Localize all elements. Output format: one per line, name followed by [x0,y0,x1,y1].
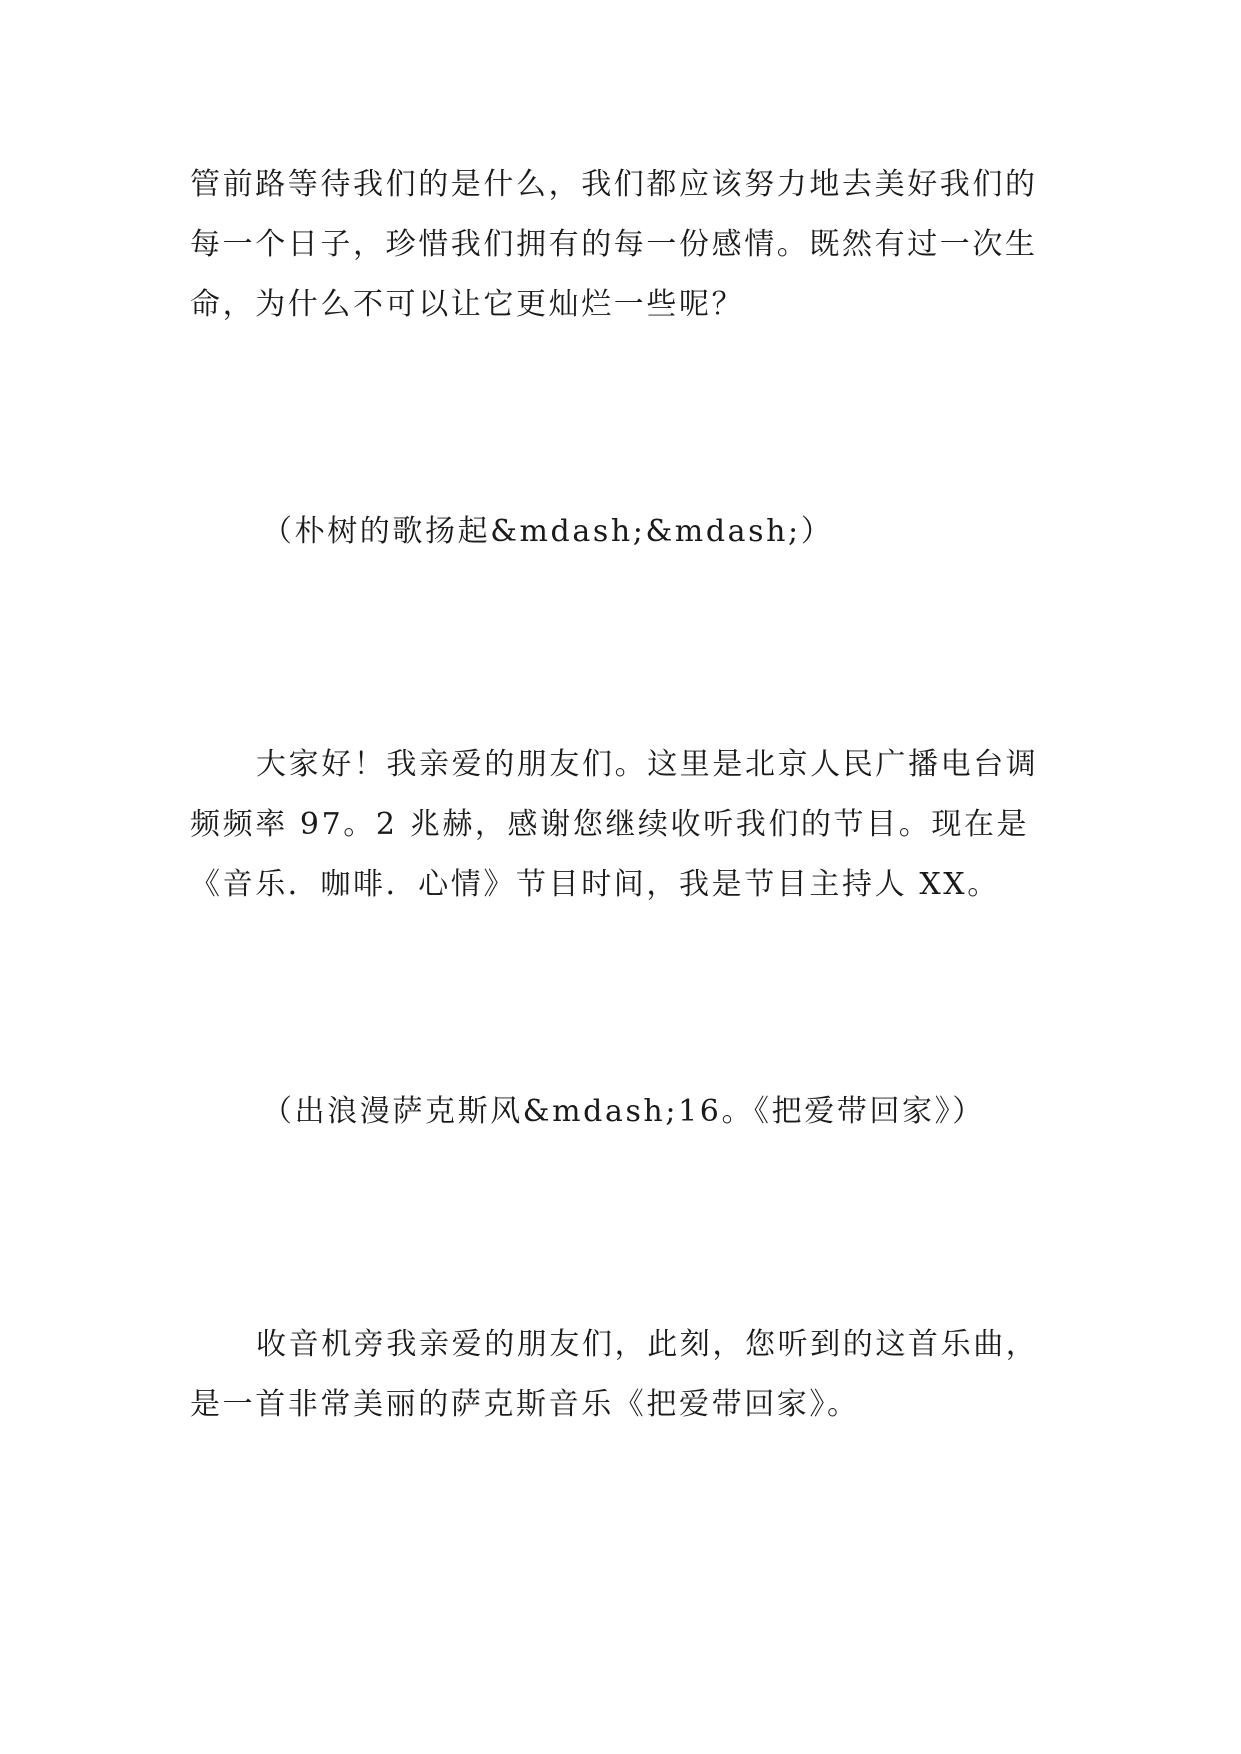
paragraph-1-line-2: 每一个日子，珍惜我们拥有的每一份感情。既然有过一次生 [190,227,1038,262]
stage-direction-2: （出浪漫萨克斯风&mdash;16。《把爱带回家》） [262,1094,985,1129]
paragraph-2-line-1: 大家好！我亲爱的朋友们。这里是北京人民广播电台调 [256,747,1039,782]
paragraph-3-line-1: 收音机旁我亲爱的朋友们，此刻，您听到的这首乐曲， [256,1327,1039,1362]
paragraph-1-line-1: 管前路等待我们的是什么，我们都应该努力地去美好我们的 [190,167,1038,202]
paragraph-1-line-3: 命，为什么不可以让它更灿烂一些呢？ [190,287,745,322]
paragraph-3-line-2: 是一首非常美丽的萨克斯音乐《把爱带回家》。 [190,1387,860,1422]
paragraph-2-line-2: 频频率 97。2 兆赫，感谢您继续收听我们的节目。现在是 [190,807,1030,842]
stage-direction-1: （朴树的歌扬起&mdash;&mdash;） [262,514,834,549]
paragraph-2-line-3: 《音乐．咖啡．心情》节目时间，我是节目主持人 XX。 [190,867,1000,902]
